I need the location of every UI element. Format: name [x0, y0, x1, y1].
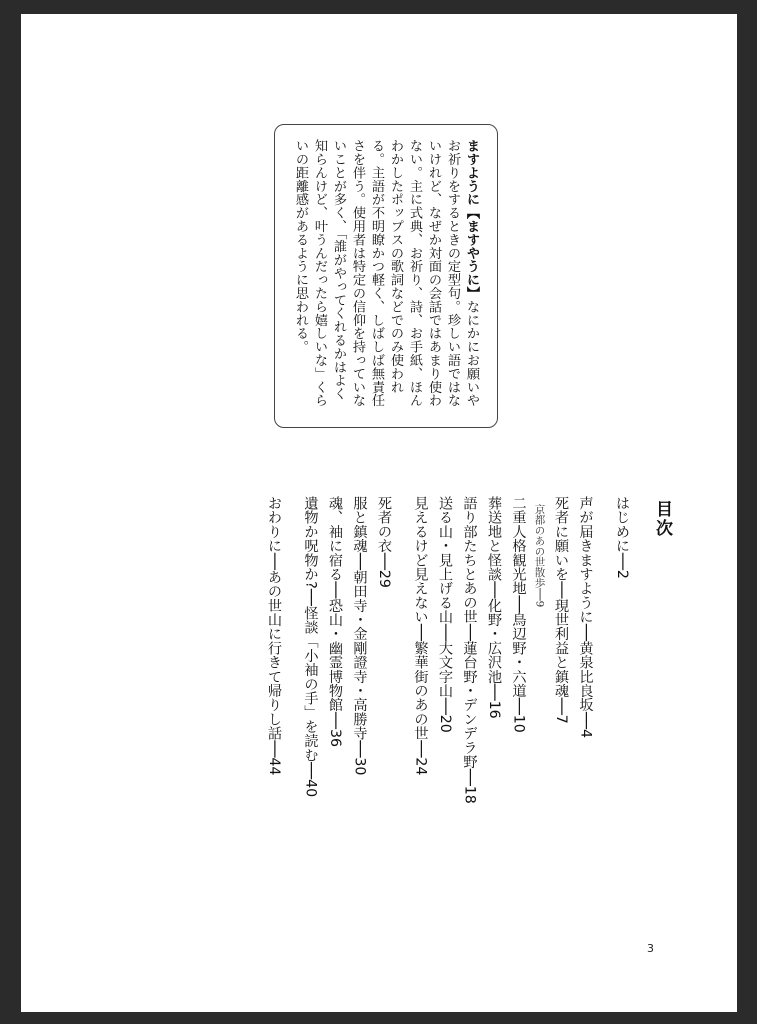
toc-entry-toribeno[interactable]: 二重人格観光地──鳥辺野・六道──10 — [510, 496, 527, 733]
toc-gap — [396, 496, 408, 896]
toc-entry-fuku-to-chinkon[interactable]: 服と鎮魂──朝田寺・金剛證寺・高勝寺──30 — [351, 496, 368, 776]
book-page — [21, 14, 737, 1012]
toc-gap — [598, 496, 610, 896]
toc-title: 目次 — [652, 500, 672, 538]
definition-box — [274, 124, 498, 428]
toc-gap — [286, 496, 298, 896]
toc-entry-daimonji[interactable]: 送る山・見上げる山──大文字山──20 — [437, 496, 453, 733]
toc-entry-wish-to-the-dead[interactable]: 死者に願いを──現世利益と鎮魂──7 — [553, 496, 569, 724]
toc-section-kyoto[interactable]: 京都のあの世散歩──9 — [533, 504, 546, 608]
definition-body: なにかにお願いやお祈りをするときの定型句。珍しい語ではないけれど、なぜか対面の会話ではあまり使わない。主に式典、お祈り、詩、お手紙、ほんわかしたポップスの歌詞などでのみ使われる。主語が不明瞭かつ軽く、しばしば無責任さを伴う。使用者は特定の信仰を持っていないことが多く、「誰がやってくれるかはよく知らんけど、叶うんだったら嬉しいな」くらいの距離感があるように思われる。 — [293, 139, 479, 408]
page-number: 3 — [647, 942, 654, 955]
toc-entry-shisha-no-koromo[interactable]: 死者の衣──29 — [376, 496, 392, 588]
toc-entry-yomotsu-hirasaka[interactable]: 声が届きますように──黄泉比良坂──4 — [577, 496, 594, 738]
toc-entry-kosode-no-te[interactable]: 遺物か呪物か?──怪談「小袖の手」を読む──40 — [302, 496, 319, 798]
toc-entry-introduction[interactable]: はじめに──2 — [614, 496, 630, 579]
toc-entry-adashino[interactable]: 葬送地と怪談──化野・広沢池──16 — [486, 496, 502, 719]
definition-text — [291, 139, 481, 409]
toc-entry-rendaino[interactable]: 語り部たちとあの世──蓮台野・デンデラ野──18 — [461, 496, 478, 804]
toc-entry-afterword[interactable]: おわりに──あの世山に行きて帰りし話──44 — [266, 496, 282, 776]
toc-entry-hankagai[interactable]: 見えるけど見えない──繁華街のあの世──24 — [412, 496, 429, 776]
definition-term: ますように【ますやうに】 — [464, 139, 479, 300]
toc-entry-osorezan[interactable]: 魂、袖に宿る──恐山・幽霊博物館──36 — [327, 496, 343, 748]
table-of-contents — [262, 496, 635, 896]
